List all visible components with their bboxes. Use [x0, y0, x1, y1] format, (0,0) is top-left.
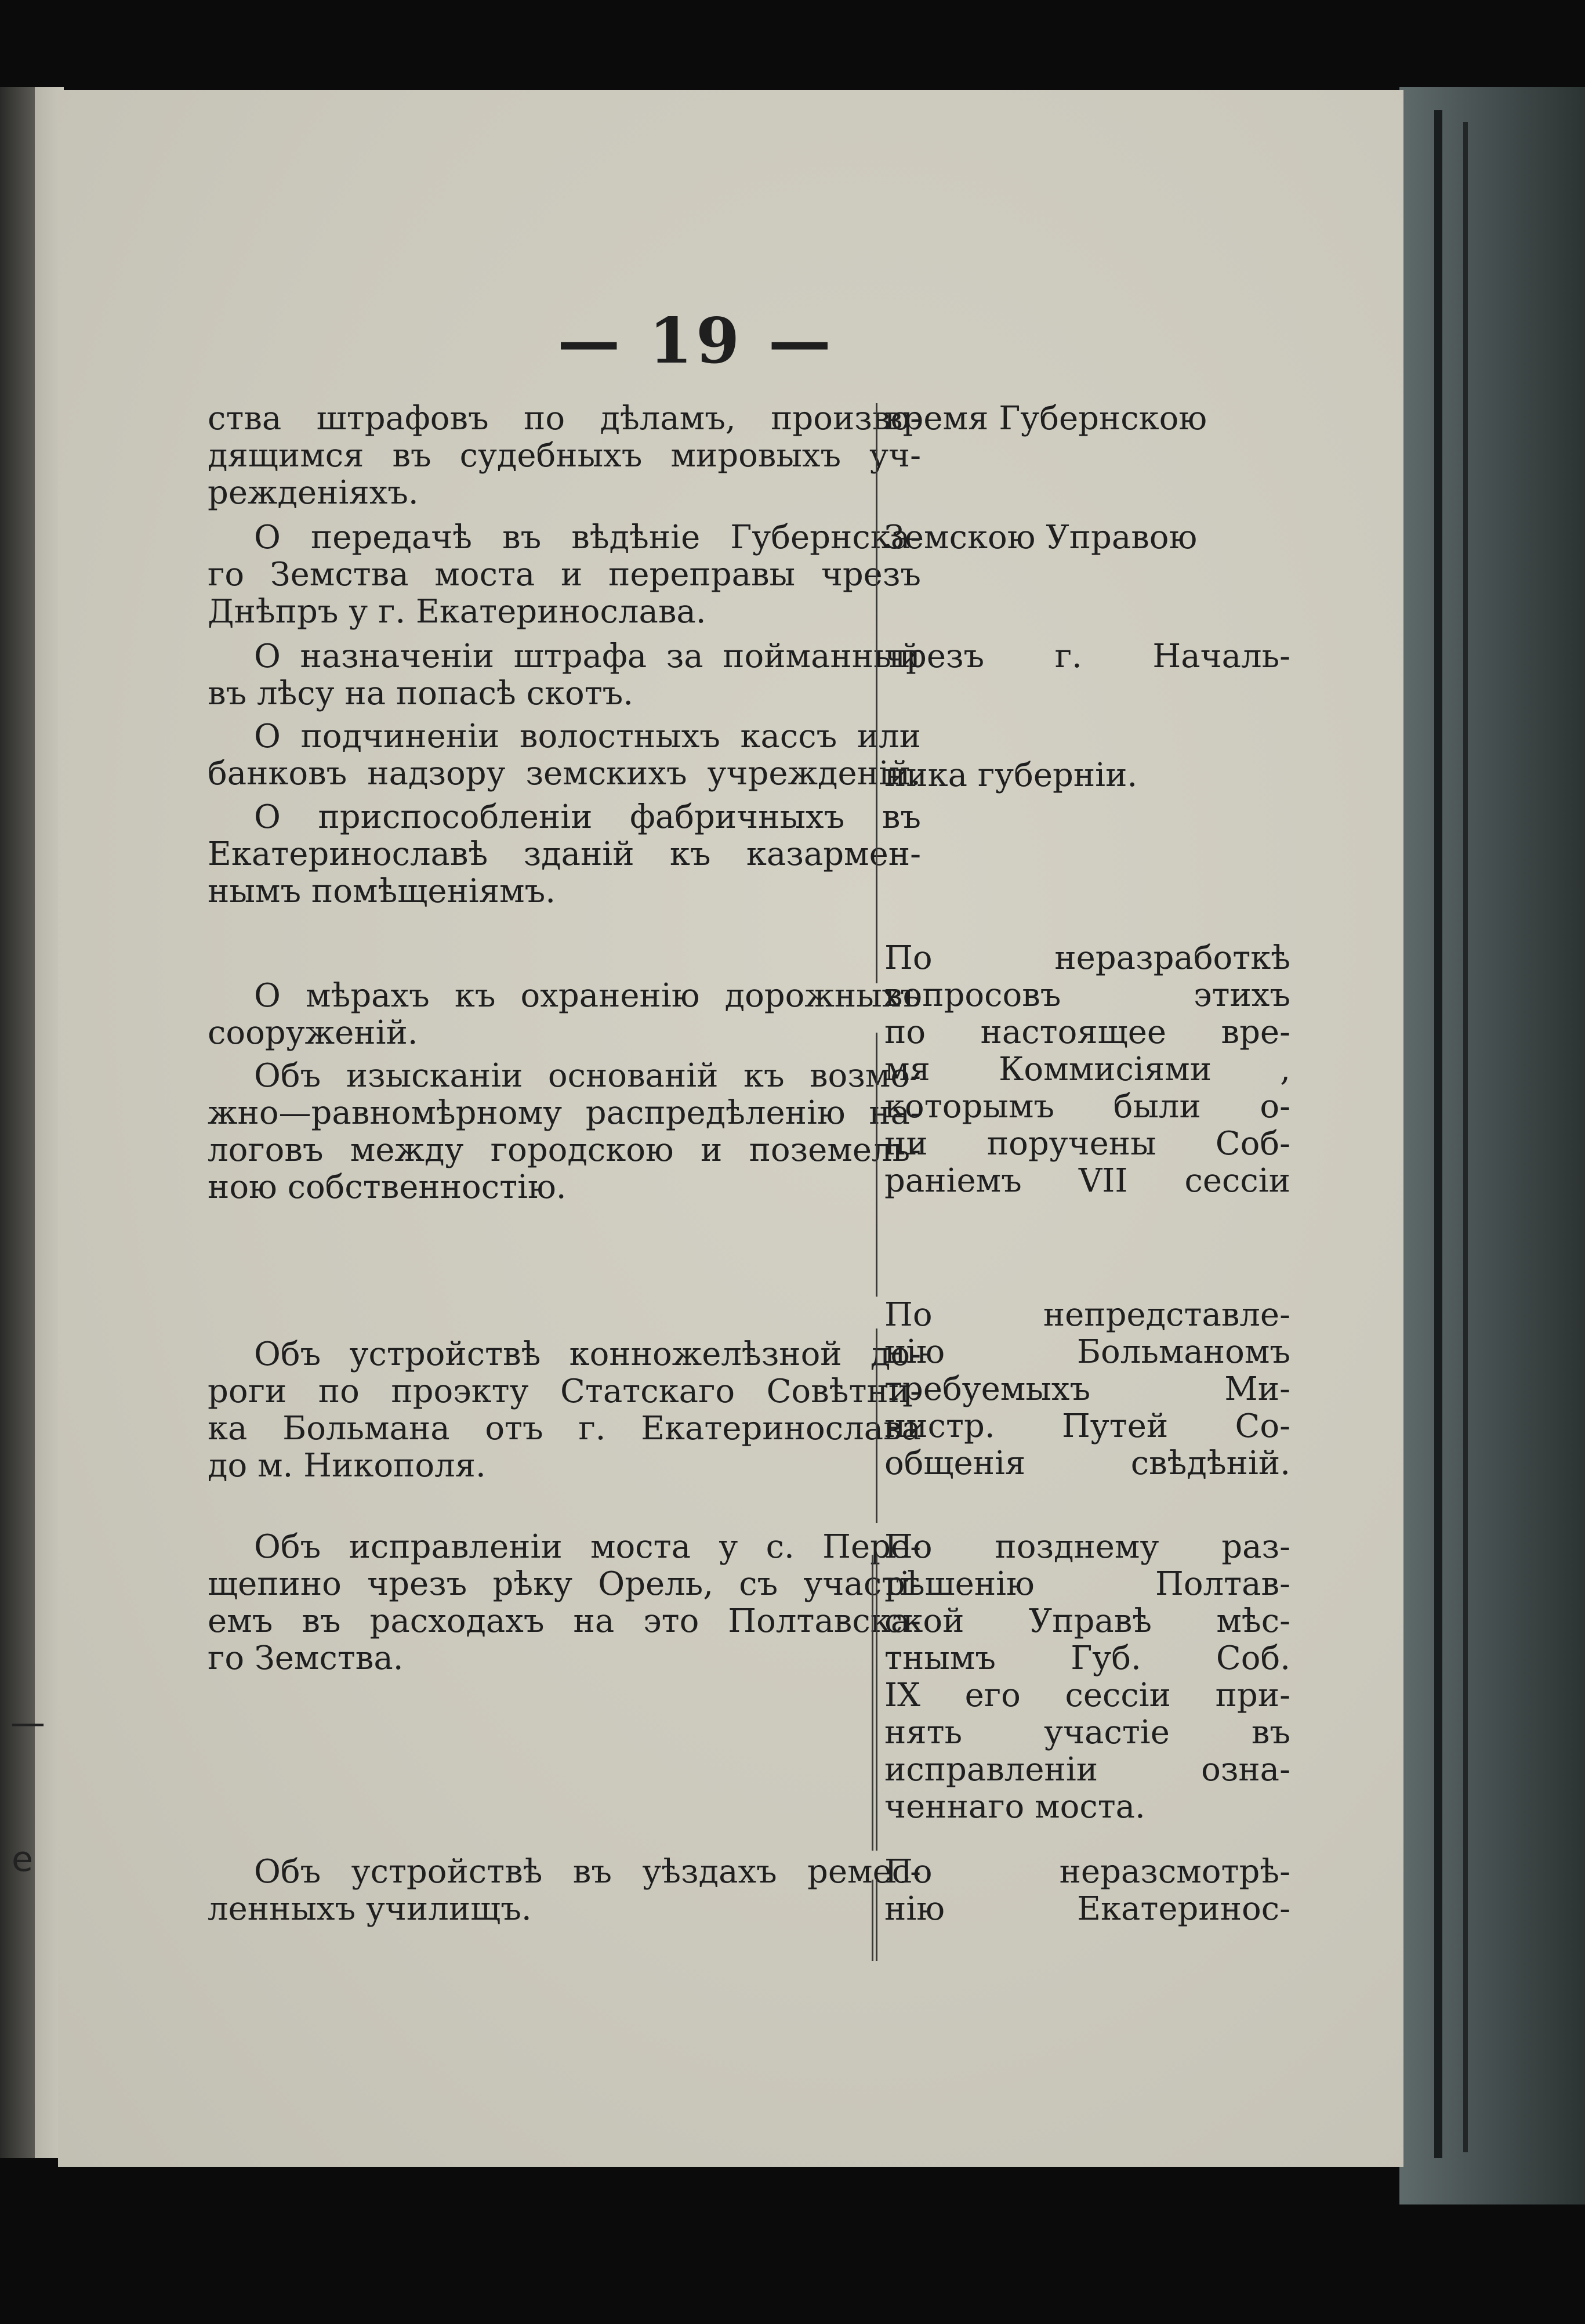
page-number: — 19 —	[557, 305, 835, 378]
text-line: сооруженій.	[208, 1014, 418, 1052]
block2-right-note	[884, 940, 1290, 1200]
text-line: ни поручены Соб-	[884, 1125, 1290, 1163]
entry-bridge-repair	[208, 1529, 921, 1677]
text-line: нію Екатеринос-	[884, 1890, 1290, 1928]
text-line: вопросовъ этихъ	[884, 976, 1290, 1014]
text-line: Объ исправленіи моста у с. Пере-	[254, 1528, 921, 1566]
spine-edge-inner	[1463, 122, 1468, 2152]
text-line: нію Больманомъ	[884, 1333, 1290, 1371]
text-line: рѣшенію Полтав-	[884, 1565, 1290, 1603]
block1-right-line	[884, 757, 1290, 794]
previous-page-mark-dash: —	[10, 1703, 45, 1743]
block1-right-line	[884, 519, 1290, 556]
spine-edge	[1434, 110, 1442, 2158]
text-line: По неразсмотрѣ-	[884, 1853, 1290, 1891]
text-line: режденіяхъ.	[208, 474, 419, 512]
column-divider	[876, 1555, 877, 1851]
text-line: до м. Никополя.	[208, 1447, 486, 1485]
text-line: го Земства моста и переправы чрезъ	[208, 556, 921, 593]
text-line: жно—равномѣрному распредѣленію на-	[208, 1094, 921, 1132]
entry-tax-distribution	[208, 1058, 921, 1206]
book-spine	[1399, 87, 1585, 2204]
text-line: ства штрафовъ по дѣламъ, произво-	[208, 400, 921, 437]
text-line: IX его сессіи при-	[884, 1677, 1290, 1714]
block3-right-note	[884, 1297, 1290, 1482]
entry-fines-courts	[208, 400, 921, 512]
text-line: По непредставле-	[884, 1296, 1290, 1334]
text-line: тнымъ Губ. Соб.	[884, 1639, 1290, 1677]
text-line: ка Больмана отъ г. Екатеринослава	[208, 1410, 921, 1447]
text-line: О мѣрахъ къ охраненію дорожныхъ	[254, 977, 921, 1015]
text-line: Объ устройствѣ конножелѣзной до-	[254, 1335, 921, 1373]
previous-page-mark-letter: e	[12, 1839, 33, 1880]
text-line: банковъ надзору земскихъ учрежденій.	[208, 755, 921, 792]
block4-right-note	[884, 1529, 1290, 1826]
text-line: нымъ помѣщеніямъ.	[208, 873, 556, 910]
text-line: въ лѣсу на попасѣ скотъ.	[208, 675, 634, 712]
text-line: ской Управѣ мѣс-	[884, 1602, 1290, 1640]
block5-right-note	[884, 1854, 1290, 1928]
text-line: емъ въ расходахъ на это Полтавска-	[208, 1602, 921, 1640]
text-line: время Губернскою	[884, 400, 1207, 437]
text-line: ченнаго моста.	[884, 1788, 1145, 1826]
entry-factory-barracks	[208, 799, 921, 910]
text-line: нистр. Путей Со-	[884, 1407, 1290, 1445]
block1-right-line	[884, 400, 1290, 437]
text-line: Днѣпръ у г. Екатеринослава.	[208, 593, 706, 631]
text-line: требуемыхъ Ми-	[884, 1370, 1290, 1408]
text-line: логовъ между городскою и поземель-	[208, 1131, 921, 1169]
text-line: О назначеніи штрафа за пойманный	[254, 638, 921, 675]
column-divider	[876, 1328, 877, 1523]
column-divider	[876, 403, 877, 983]
text-line: дящимся въ судебныхъ мировыхъ уч-	[208, 437, 921, 475]
text-line: по настоящее вре-	[884, 1013, 1290, 1051]
block1-right-line	[884, 638, 1290, 675]
text-line: щепино чрезъ рѣку Орель, съ участі-	[208, 1565, 921, 1603]
text-line: ною собственностію.	[208, 1168, 567, 1206]
text-line: О подчиненіи волостныхъ кассъ или	[254, 718, 921, 755]
text-line: чрезъ г. Началь-	[884, 638, 1290, 675]
text-line: По неразработкѣ	[884, 939, 1290, 977]
text-line: общенія свѣдѣній.	[884, 1445, 1290, 1482]
text-line: Земскою Управою	[884, 519, 1198, 556]
entry-bridge-transfer	[208, 519, 921, 631]
column-divider	[876, 1880, 877, 1961]
text-line: которымъ были о-	[884, 1088, 1290, 1125]
entry-road-structures	[208, 978, 921, 1052]
column-divider-double	[872, 1555, 873, 1851]
text-line: По позднему раз-	[884, 1528, 1290, 1566]
entry-horse-railway	[208, 1336, 921, 1485]
text-line: ника губерніи.	[884, 756, 1138, 794]
text-line: мя Коммисіями ,	[884, 1051, 1290, 1088]
entry-cattle-fine	[208, 638, 921, 712]
text-line: Объ устройствѣ въ уѣздахъ ремес-	[254, 1853, 921, 1891]
entry-volost-banks	[208, 718, 921, 792]
column-divider	[876, 1033, 877, 1297]
text-line: нять участіе въ	[884, 1714, 1290, 1751]
text-line: О приспособленіи фабричныхъ въ	[254, 798, 921, 836]
text-line: ленныхъ училищъ.	[208, 1890, 532, 1928]
text-line: исправленіи озна-	[884, 1751, 1290, 1789]
text-line: роги по проэкту Статскаго Совѣтни-	[208, 1373, 921, 1410]
book-page	[58, 90, 1403, 2167]
column-divider-double	[872, 1880, 873, 1961]
text-line: раніемъ VII сессіи	[884, 1162, 1290, 1200]
text-line: О передачѣ въ вѣдѣніе Губернска-	[254, 519, 921, 556]
entry-craft-schools	[208, 1854, 921, 1928]
text-line: Екатеринославѣ зданій къ казармен-	[208, 835, 921, 873]
text-line: го Земства.	[208, 1639, 404, 1677]
text-line: Объ изысканіи основаній къ возмо-	[254, 1057, 921, 1095]
